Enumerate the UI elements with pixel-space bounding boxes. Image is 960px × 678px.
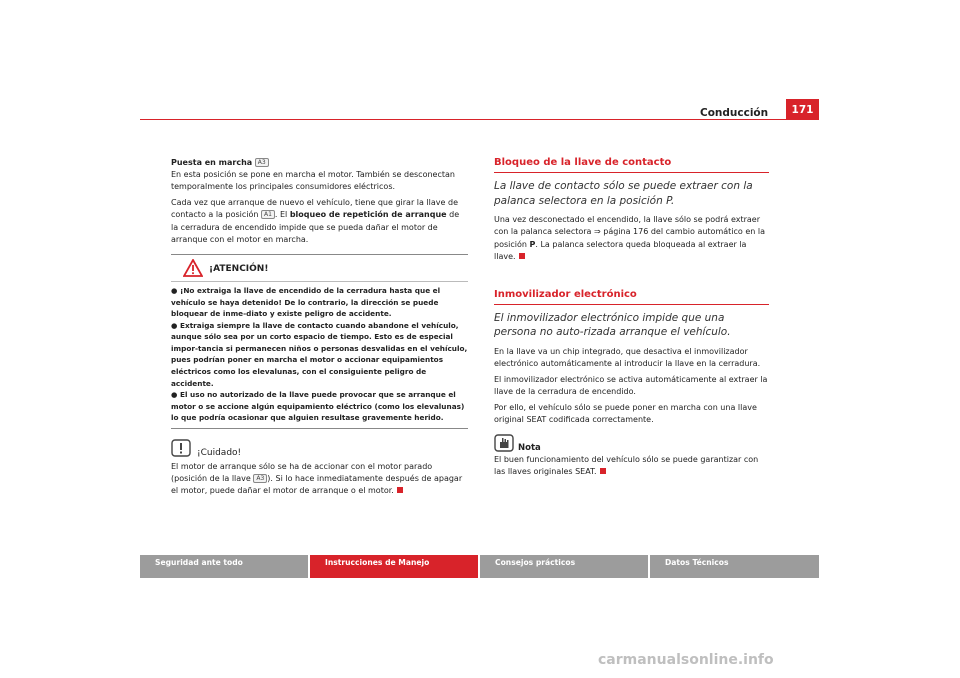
caution-text-a: El motor de arranque sólo se ha de accionar con el motor parado (posición de la llave xyxy=(171,462,433,484)
caution-header xyxy=(171,439,468,461)
restart-text-c: de la cerradura de encendido impide que se pueda dañar el motor de arranque con el motor en marcha. xyxy=(171,210,460,244)
warning-item-text: ¡No extraiga la llave de encendido de la cerradura hasta que el vehículo se haya detenido! De lo contrario, la dirección se puede bloquear de inme-diato y existe peligro de accidente. xyxy=(171,285,441,319)
restart-paragraph xyxy=(171,197,468,246)
warning-title: ¡ATENCIÓN! xyxy=(209,263,269,274)
left-column xyxy=(171,157,468,501)
restart-text-a: Cada vez que arranque de nuevo el vehículo, tiene que girar la llave de contacto a la posición xyxy=(171,198,459,220)
bullet-icon: ● xyxy=(171,285,178,295)
note-header xyxy=(494,434,769,454)
note-paragraph xyxy=(494,454,769,478)
warning-item xyxy=(171,285,468,320)
bullet-icon: ● xyxy=(171,320,178,330)
watermark-text: carmanualsonline.info xyxy=(598,652,774,668)
warning-item-text: El uso no autorizado de la llave puede provocar que se arranque el motor o se accione algún equipamiento eléctrico (como los elevalunas) lo que podría ocasionar que alguien resultase gravemente herido. xyxy=(171,390,465,423)
key-lock-text-a: Una vez desconectado el encendido, la llave sólo se podrá extraer con la palanca selectora ⇒ página 176 del cambio automático en la posición xyxy=(494,215,765,249)
puesta-text: En esta posición se pone en marcha el motor. También se desconectan temporalmente los principales consumidores eléctricos. xyxy=(171,170,455,192)
bullet-icon: ● xyxy=(171,390,178,400)
caution-title: ¡Cuidado! xyxy=(197,448,242,459)
section-title-immobilizer: Inmovilizador electrónico xyxy=(494,289,769,305)
header-rule xyxy=(140,119,819,120)
caution-exclamation-icon xyxy=(171,439,191,457)
section-title-key-lock: Bloqueo de la llave de contacto xyxy=(494,157,769,173)
footer-tab-safety[interactable]: Seguridad ante todo xyxy=(140,555,308,578)
warning-item-text: Extraiga siempre la llave de contacto cuando abandone el vehículo, aunque sólo sea por un corto espacio de tiempo. Esto es de especial impor-tancia si permanecen niños o personas desvalidas en el vehículo, pues podrían poner en marcha el motor o accionar equipamientos eléctricos como los elevalunas, con el consiguiente peligro de accidente. xyxy=(171,320,468,388)
section-end-icon xyxy=(519,253,525,259)
immobilizer-paragraph-1: En la llave va un chip integrado, que desactiva el inmovilizador electrónico automáticamente al introducir la llave en la cerradura. xyxy=(494,346,761,368)
chapter-title: Conducción xyxy=(700,107,769,119)
warning-box xyxy=(171,254,468,429)
key-position-badge: A3 xyxy=(253,474,267,483)
footer-tab-technical-data[interactable]: Datos Técnicos xyxy=(650,555,819,578)
puesta-paragraph xyxy=(171,157,468,194)
right-column xyxy=(494,157,769,482)
section-subtitle-key-lock: La llave de contacto sólo se puede extraer con la palanca selectora en la posición P. xyxy=(494,180,753,207)
section-end-icon xyxy=(600,468,606,474)
note-title: Nota xyxy=(518,442,541,453)
restart-bold-term: bloqueo de repetición de arranque xyxy=(289,210,447,220)
puesta-heading: Puesta en marcha xyxy=(171,158,253,167)
warning-item xyxy=(171,389,468,424)
warning-item xyxy=(171,320,468,390)
warning-header xyxy=(171,259,468,281)
section-subtitle-immobilizer: El inmovilizador electrónico impide que una persona no auto-rizada arranque el vehículo. xyxy=(494,311,731,339)
note-hand-icon xyxy=(494,434,514,452)
note-text: El buen funcionamiento del vehículo sólo se puede garantizar con las llaves originales SEAT. xyxy=(494,454,759,477)
footer-tab-practical-tips[interactable]: Consejos prácticos xyxy=(480,555,648,578)
immobilizer-paragraph-2: El inmovilizador electrónico se activa automáticamente al extraer la llave de la cerradura de encendido. xyxy=(494,374,768,396)
key-lock-bold-p: P xyxy=(529,239,536,249)
restart-text-b: . El xyxy=(274,210,288,220)
section-end-icon xyxy=(397,487,403,493)
warning-divider xyxy=(171,281,468,282)
key-position-badge: A3 xyxy=(255,158,269,167)
immobilizer-paragraph-3: Por ello, el vehículo sólo se puede poner en marcha con una llave original SEAT codificada correctamente. xyxy=(494,402,757,424)
key-lock-text-b: . La palanca selectora queda bloqueada al extraer la llave. xyxy=(494,239,747,261)
warning-triangle-icon xyxy=(183,259,203,277)
key-lock-paragraph xyxy=(494,214,769,263)
key-position-badge: A1 xyxy=(261,210,275,219)
page-number: 171 xyxy=(786,99,819,119)
caution-paragraph xyxy=(171,461,468,498)
caution-text-b: ). Si lo hace inmediatamente después de apagar el motor, puede dañar el motor de arranque o el motor. xyxy=(171,474,463,496)
footer-nav xyxy=(140,555,819,578)
footer-tab-operating-instructions[interactable]: Instrucciones de Manejo xyxy=(310,555,478,578)
